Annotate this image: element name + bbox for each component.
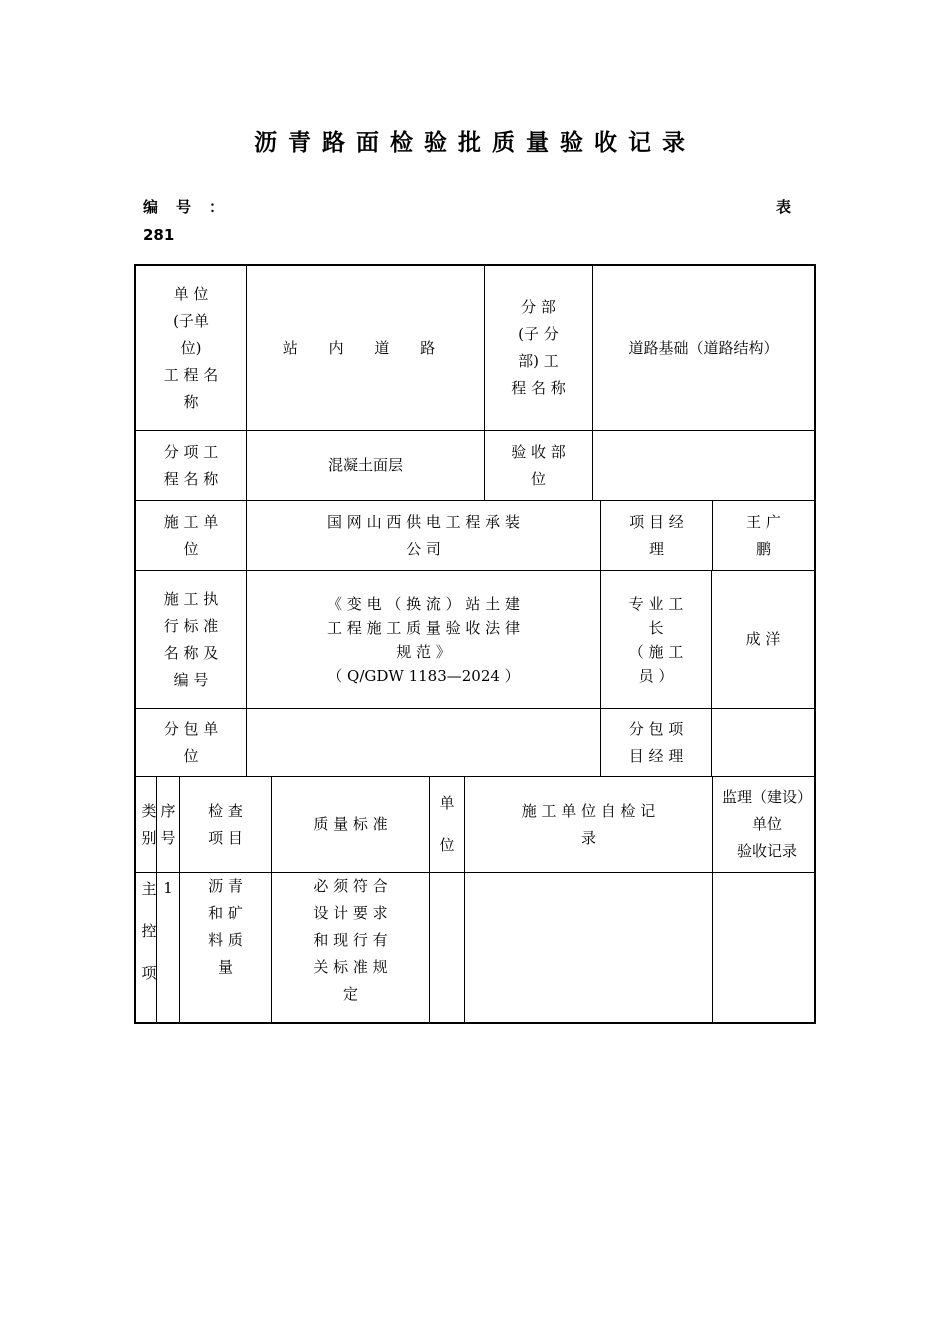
row-unit	[430, 873, 464, 1022]
unit-project-label: 单 位 (子单 位) 工 程 名 称	[163, 284, 219, 411]
col-header-item: 检 查 项 目	[208, 801, 243, 847]
standard-label: 施 工 执 行 标 准 名 称 及 编 号	[163, 589, 219, 689]
subdivision-value: 道路基础（道路结构）	[628, 338, 779, 357]
inspection-form	[134, 264, 816, 1024]
row-category: 主 控 项	[141, 880, 157, 982]
acceptance-part-label: 验 收 部 位	[511, 442, 566, 488]
col-header-category: 类 别	[141, 801, 157, 847]
col-header-seq: 序 号	[160, 801, 176, 847]
row-supervision	[713, 873, 814, 1022]
acceptance-part-value	[593, 431, 814, 500]
subcontract-pm-label: 分 包 项 目 经 理	[628, 719, 684, 765]
foreman-value: 成 洋	[745, 630, 781, 648]
item-project-label: 分 项 工 程 名 称	[163, 442, 219, 488]
contractor-label: 施 工 单 位	[163, 512, 219, 558]
form-border-bottom	[134, 1022, 816, 1024]
subdivision-label: 分 部 (子 分 部) 工 程 名 称	[511, 298, 566, 397]
page-title: 沥青路面检验批质量验收记录	[254, 130, 696, 156]
col-header-standard: 质 量 标 准	[313, 815, 388, 833]
number-label: 编号：	[143, 198, 243, 216]
standard-value: 《 变 电 （ 换 流 ） 站 土 建 工 程 施 工 质 量 验 收 法 律 规 范 》 （ Q/GDW 1183—2024 ）	[327, 594, 520, 685]
row-self-check	[465, 873, 712, 1022]
subcontractor-value	[247, 709, 600, 776]
foreman-label: 专 业 工 长 （ 施 工 员 ）	[628, 594, 684, 685]
unit-project-value: 站 内 道 路	[282, 338, 449, 357]
table-label: 表	[776, 198, 792, 216]
table-number: 281	[143, 226, 175, 244]
col-header-self-check: 施 工 单 位 自 检 记 录	[521, 801, 656, 847]
col-header-unit: 单 位	[439, 794, 455, 854]
project-manager-label: 项 目 经 理	[629, 512, 684, 558]
item-project-value: 混凝土面层	[327, 456, 403, 474]
form-border-right	[814, 264, 816, 1024]
subcontractor-label: 分 包 单 位	[163, 719, 219, 765]
row-standard: 必 须 符 合 设 计 要 求 和 现 行 有 关 标 准 规 定	[313, 877, 388, 1003]
subcontract-pm-value	[712, 709, 814, 776]
contractor-value: 国 网 山 西 供 电 工 程 承 装 公 司	[327, 512, 520, 558]
row-seq: 1	[163, 879, 173, 897]
row-item: 沥 青 和 矿 料 质 量	[208, 877, 243, 976]
project-manager-value: 王 广 鹏	[746, 512, 781, 558]
col-header-supervision: 监理（建设） 单位 验收记录	[721, 788, 812, 860]
